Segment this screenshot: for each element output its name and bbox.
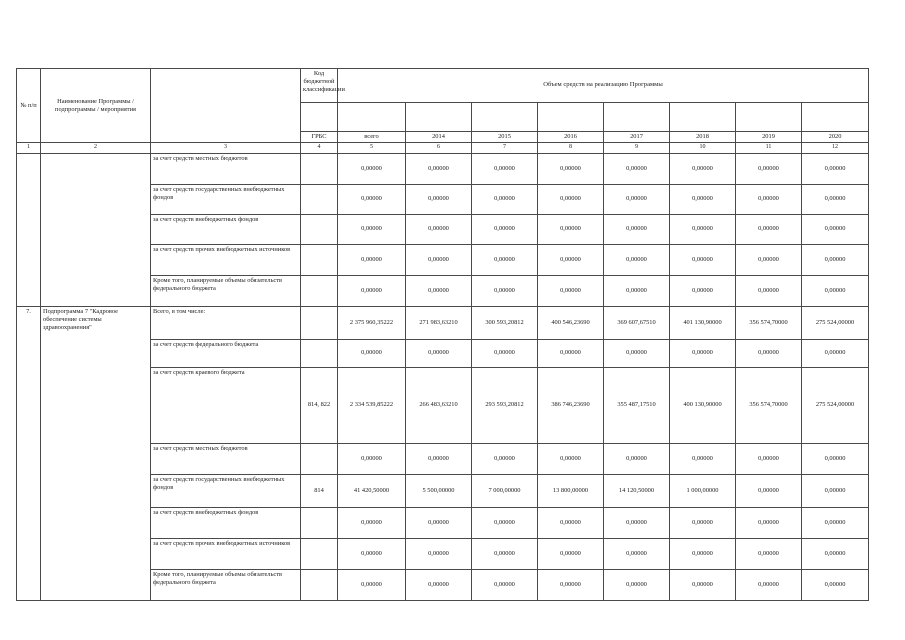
amount-cell: 0,00000	[670, 184, 736, 214]
row-index	[17, 153, 41, 306]
amount-cell: 386 746,23690	[538, 367, 604, 443]
amount-cell: 0,00000	[604, 569, 670, 600]
amount-cell: 0,00000	[338, 153, 406, 184]
amount-cell: 0,00000	[802, 275, 869, 306]
funding-source: за счет средств внебюджетных фондов	[151, 214, 301, 244]
amount-cell: 0,00000	[538, 214, 604, 244]
column-number: 12	[802, 143, 869, 154]
amount-cell: 0,00000	[338, 275, 406, 306]
amount-cell: 355 487,17510	[604, 367, 670, 443]
amount-cell: 0,00000	[736, 339, 802, 367]
amount-cell: 0,00000	[604, 153, 670, 184]
amount-cell: 0,00000	[538, 339, 604, 367]
amount-cell: 0,00000	[538, 275, 604, 306]
grbs-code	[301, 339, 338, 367]
amount-cell: 400 130,90000	[670, 367, 736, 443]
amount-cell: 0,00000	[802, 569, 869, 600]
funding-source: Кроме того, планируемые объемы обязательств федерального бюджета	[151, 275, 301, 306]
amount-cell: 0,00000	[406, 244, 472, 275]
amount-cell: 0,00000	[670, 443, 736, 474]
amount-cell: 0,00000	[604, 443, 670, 474]
column-number: 1	[17, 143, 41, 154]
grbs-code	[301, 306, 338, 339]
amount-cell: 0,00000	[670, 214, 736, 244]
funding-source: за счет средств краевого бюджета	[151, 367, 301, 443]
amount-cell: 5 500,00000	[406, 474, 472, 507]
column-number: 8	[538, 143, 604, 154]
amount-cell: 7 000,00000	[472, 474, 538, 507]
grbs-code	[301, 569, 338, 600]
amount-cell: 0,00000	[736, 474, 802, 507]
amount-cell: 356 574,70000	[736, 306, 802, 339]
amount-cell: 0,00000	[670, 339, 736, 367]
amount-cell: 0,00000	[736, 507, 802, 538]
amount-cell: 0,00000	[604, 244, 670, 275]
amount-cell: 2 375 960,35222	[338, 306, 406, 339]
header-kbk-spacer	[301, 103, 338, 132]
header-year-spacer	[538, 103, 604, 132]
amount-cell: 0,00000	[670, 569, 736, 600]
amount-cell: 0,00000	[338, 443, 406, 474]
grbs-code	[301, 443, 338, 474]
amount-cell: 400 546,23690	[538, 306, 604, 339]
header-year: 2017	[604, 132, 670, 143]
amount-cell: 0,00000	[538, 153, 604, 184]
header-grbs: ГРБС	[301, 132, 338, 143]
table-row	[17, 306, 869, 339]
header-year: 2020	[802, 132, 869, 143]
grbs-code	[301, 184, 338, 214]
amount-cell: 0,00000	[472, 538, 538, 569]
header-year: 2015	[472, 132, 538, 143]
amount-cell: 0,00000	[802, 214, 869, 244]
funding-source: за счет средств внебюджетных фондов	[151, 507, 301, 538]
header-year-spacer	[802, 103, 869, 132]
grbs-code	[301, 214, 338, 244]
amount-cell: 0,00000	[406, 153, 472, 184]
amount-cell: 0,00000	[406, 538, 472, 569]
amount-cell: 0,00000	[472, 153, 538, 184]
amount-cell: 0,00000	[538, 244, 604, 275]
table-row	[17, 153, 869, 184]
funding-source: за счет средств прочих внебюджетных источников	[151, 244, 301, 275]
funding-source: за счет средств местных бюджетов	[151, 443, 301, 474]
amount-cell: 0,00000	[736, 244, 802, 275]
grbs-code	[301, 244, 338, 275]
amount-cell: 0,00000	[736, 153, 802, 184]
amount-cell: 266 483,63210	[406, 367, 472, 443]
header-volume: Объем средств на реализацию Программы	[338, 69, 869, 103]
amount-cell: 13 800,00000	[538, 474, 604, 507]
funding-table	[16, 68, 869, 601]
grbs-code	[301, 275, 338, 306]
amount-cell: 356 574,70000	[736, 367, 802, 443]
amount-cell: 0,00000	[406, 184, 472, 214]
amount-cell: 2 334 539,85222	[338, 367, 406, 443]
header-name: Наименование Программы / подпрограммы / мероприятия	[41, 69, 151, 143]
column-number: 2	[41, 143, 151, 154]
header-year-spacer	[406, 103, 472, 132]
column-number: 9	[604, 143, 670, 154]
column-number: 11	[736, 143, 802, 154]
funding-source: за счет средств государственных внебюджетных фондов	[151, 184, 301, 214]
amount-cell: 0,00000	[472, 244, 538, 275]
column-number: 6	[406, 143, 472, 154]
amount-cell: 0,00000	[472, 443, 538, 474]
amount-cell: 0,00000	[604, 275, 670, 306]
amount-cell: 0,00000	[538, 507, 604, 538]
amount-cell: 0,00000	[538, 443, 604, 474]
amount-cell: 0,00000	[802, 244, 869, 275]
amount-cell: 0,00000	[604, 538, 670, 569]
header-year-spacer	[472, 103, 538, 132]
amount-cell: 0,00000	[736, 443, 802, 474]
amount-cell: 0,00000	[406, 339, 472, 367]
amount-cell: 0,00000	[406, 275, 472, 306]
amount-cell: 0,00000	[338, 339, 406, 367]
column-number: 3	[151, 143, 301, 154]
amount-cell: 275 524,00000	[802, 367, 869, 443]
amount-cell: 0,00000	[802, 153, 869, 184]
header-year: 2016	[538, 132, 604, 143]
column-number: 7	[472, 143, 538, 154]
amount-cell: 0,00000	[670, 275, 736, 306]
header-year: 2018	[670, 132, 736, 143]
grbs-code: 814, 822	[301, 367, 338, 443]
amount-cell: 41 420,50000	[338, 474, 406, 507]
amount-cell: 0,00000	[604, 339, 670, 367]
header-year-spacer	[736, 103, 802, 132]
funding-source: Кроме того, планируемые объемы обязательств федерального бюджета	[151, 569, 301, 600]
amount-cell: 0,00000	[670, 507, 736, 538]
amount-cell: 0,00000	[472, 184, 538, 214]
header-year: 2014	[406, 132, 472, 143]
amount-cell: 0,00000	[736, 184, 802, 214]
amount-cell: 0,00000	[538, 569, 604, 600]
amount-cell: 369 607,67510	[604, 306, 670, 339]
amount-cell: 0,00000	[338, 244, 406, 275]
amount-cell: 0,00000	[802, 184, 869, 214]
amount-cell: 0,00000	[406, 569, 472, 600]
amount-cell: 0,00000	[406, 507, 472, 538]
header-year-spacer	[604, 103, 670, 132]
amount-cell: 0,00000	[338, 184, 406, 214]
amount-cell: 0,00000	[338, 569, 406, 600]
table-body	[17, 153, 869, 600]
funding-source: за счет средств местных бюджетов	[151, 153, 301, 184]
amount-cell: 0,00000	[802, 339, 869, 367]
amount-cell: 0,00000	[802, 507, 869, 538]
amount-cell: 14 120,50000	[604, 474, 670, 507]
amount-cell: 0,00000	[670, 153, 736, 184]
header-kbk: Код бюджетной классификации	[301, 69, 338, 103]
column-number: 10	[670, 143, 736, 154]
funding-source: за счет средств прочих внебюджетных источников	[151, 538, 301, 569]
amount-cell: 0,00000	[604, 214, 670, 244]
amount-cell: 300 593,20812	[472, 306, 538, 339]
amount-cell: 0,00000	[802, 474, 869, 507]
amount-cell: 0,00000	[604, 507, 670, 538]
header-year-spacer	[670, 103, 736, 132]
amount-cell: 0,00000	[338, 507, 406, 538]
header-year-spacer	[338, 103, 406, 132]
amount-cell: 0,00000	[538, 538, 604, 569]
amount-cell: 0,00000	[802, 538, 869, 569]
header-no: № п/п	[17, 69, 41, 143]
grbs-code	[301, 538, 338, 569]
funding-source: за счет средств государственных внебюджетных фондов	[151, 474, 301, 507]
amount-cell: 0,00000	[736, 214, 802, 244]
amount-cell: 0,00000	[406, 214, 472, 244]
amount-cell: 0,00000	[538, 184, 604, 214]
header-source	[151, 69, 301, 143]
amount-cell: 0,00000	[736, 538, 802, 569]
amount-cell: 0,00000	[802, 443, 869, 474]
funding-source: за счет средств федерального бюджета	[151, 339, 301, 367]
amount-cell: 0,00000	[736, 275, 802, 306]
column-number: 5	[338, 143, 406, 154]
amount-cell: 401 130,90000	[670, 306, 736, 339]
funding-source: Всего, в том числе:	[151, 306, 301, 339]
grbs-code: 814	[301, 474, 338, 507]
amount-cell: 0,00000	[670, 244, 736, 275]
grbs-code	[301, 507, 338, 538]
header-year: всего	[338, 132, 406, 143]
amount-cell: 0,00000	[472, 569, 538, 600]
amount-cell: 0,00000	[604, 184, 670, 214]
grbs-code	[301, 153, 338, 184]
amount-cell: 0,00000	[472, 507, 538, 538]
column-number: 4	[301, 143, 338, 154]
subprogram-title: Подпрограмма 7 "Кадровое обеспечение системы здравоохранения"	[41, 306, 151, 600]
amount-cell: 1 000,00000	[670, 474, 736, 507]
amount-cell: 0,00000	[472, 214, 538, 244]
amount-cell: 0,00000	[338, 538, 406, 569]
amount-cell: 0,00000	[472, 275, 538, 306]
amount-cell: 271 983,63210	[406, 306, 472, 339]
subprogram-title	[41, 153, 151, 306]
row-index: 7.	[17, 306, 41, 600]
header-year: 2019	[736, 132, 802, 143]
amount-cell: 0,00000	[736, 569, 802, 600]
amount-cell: 275 524,00000	[802, 306, 869, 339]
amount-cell: 0,00000	[338, 214, 406, 244]
amount-cell: 0,00000	[406, 443, 472, 474]
amount-cell: 0,00000	[670, 538, 736, 569]
amount-cell: 0,00000	[472, 339, 538, 367]
amount-cell: 293 593,20812	[472, 367, 538, 443]
